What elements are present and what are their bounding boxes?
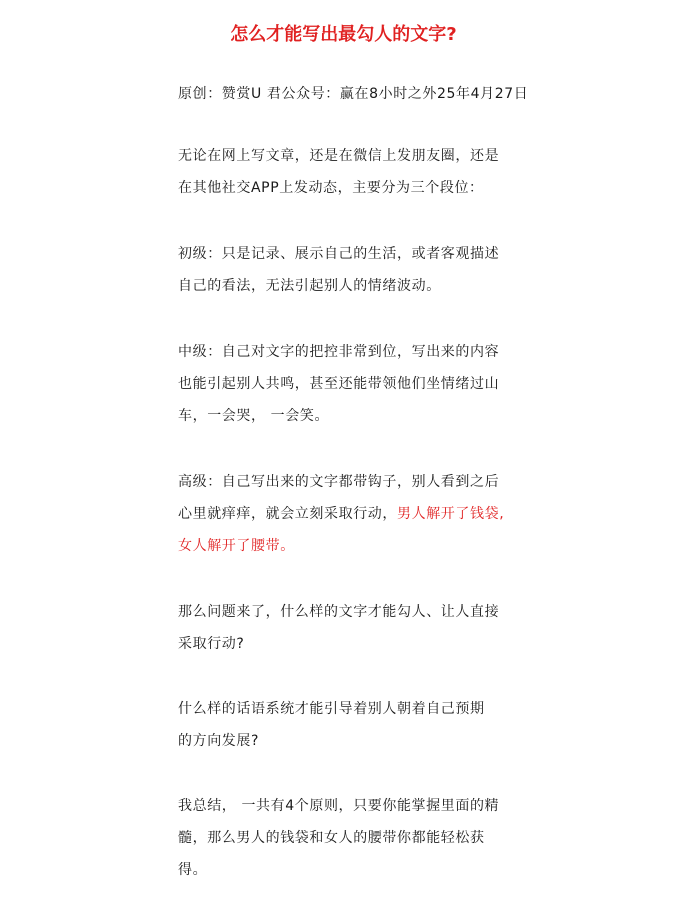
paragraph-line: 髓，那么男人的钱袋和女人的腰带你都能轻松获 <box>178 830 485 846</box>
source-line <box>178 78 529 110</box>
paragraph-line: 无论在网上写文章，还是在微信上发朋友圈，还是 <box>178 148 500 164</box>
question-paragraph-2 <box>178 693 518 757</box>
summary-paragraph <box>178 790 518 886</box>
paragraph-line: 采取行动? <box>178 636 245 652</box>
paragraph-line: 在其他社交APP上发动态，主要分为三个段位： <box>178 180 484 196</box>
paragraph-line: 的方向发展? <box>178 733 260 749</box>
paragraph-line: 什么样的话语系统才能引导着别人朝着自己预期 <box>178 701 485 717</box>
source-line-text: 原创：赞赏U 君公众号：赢在8小时之外25年4月27日 <box>178 86 529 102</box>
paragraph-line: 自己的看法，无法引起别人的情绪波动。 <box>178 278 441 294</box>
paragraph-line: 那么问题来了，什么样的文字才能勾人、让人直接 <box>178 604 500 620</box>
paragraph-line <box>178 498 518 530</box>
paragraph-line: 车，一会哭， 一会笑。 <box>178 408 330 424</box>
article-title: 怎么才能写出最勾人的文字? <box>230 24 457 45</box>
paragraph-line: 初级：只是记录、展示自己的生活，或者客观描述 <box>178 246 500 262</box>
intermediate-level-paragraph <box>178 336 518 432</box>
paragraph-text: 心里就痒痒，就会立刻采取行动， <box>178 506 397 522</box>
paragraph-line: 高级：自己写出来的文字都带钩子，别人看到之后 <box>178 474 500 490</box>
paragraph-line: 也能引起别人共鸣，甚至还能带领他们坐情绪过山 <box>178 376 500 392</box>
highlight-text: 男人解开了钱袋, <box>397 506 505 522</box>
advanced-level-paragraph <box>178 466 518 562</box>
paragraph-line: 中级：自己对文字的把控非常到位，写出来的内容 <box>178 344 500 360</box>
beginner-level-paragraph <box>178 238 518 302</box>
question-paragraph-1 <box>178 596 518 660</box>
intro-paragraph <box>178 140 518 204</box>
highlight-text: 女人解开了腰带。 <box>178 538 295 554</box>
paragraph-line: 我总结， 一共有4个原则，只要你能掌握里面的精 <box>178 798 500 814</box>
paragraph-line: 得。 <box>178 862 208 878</box>
